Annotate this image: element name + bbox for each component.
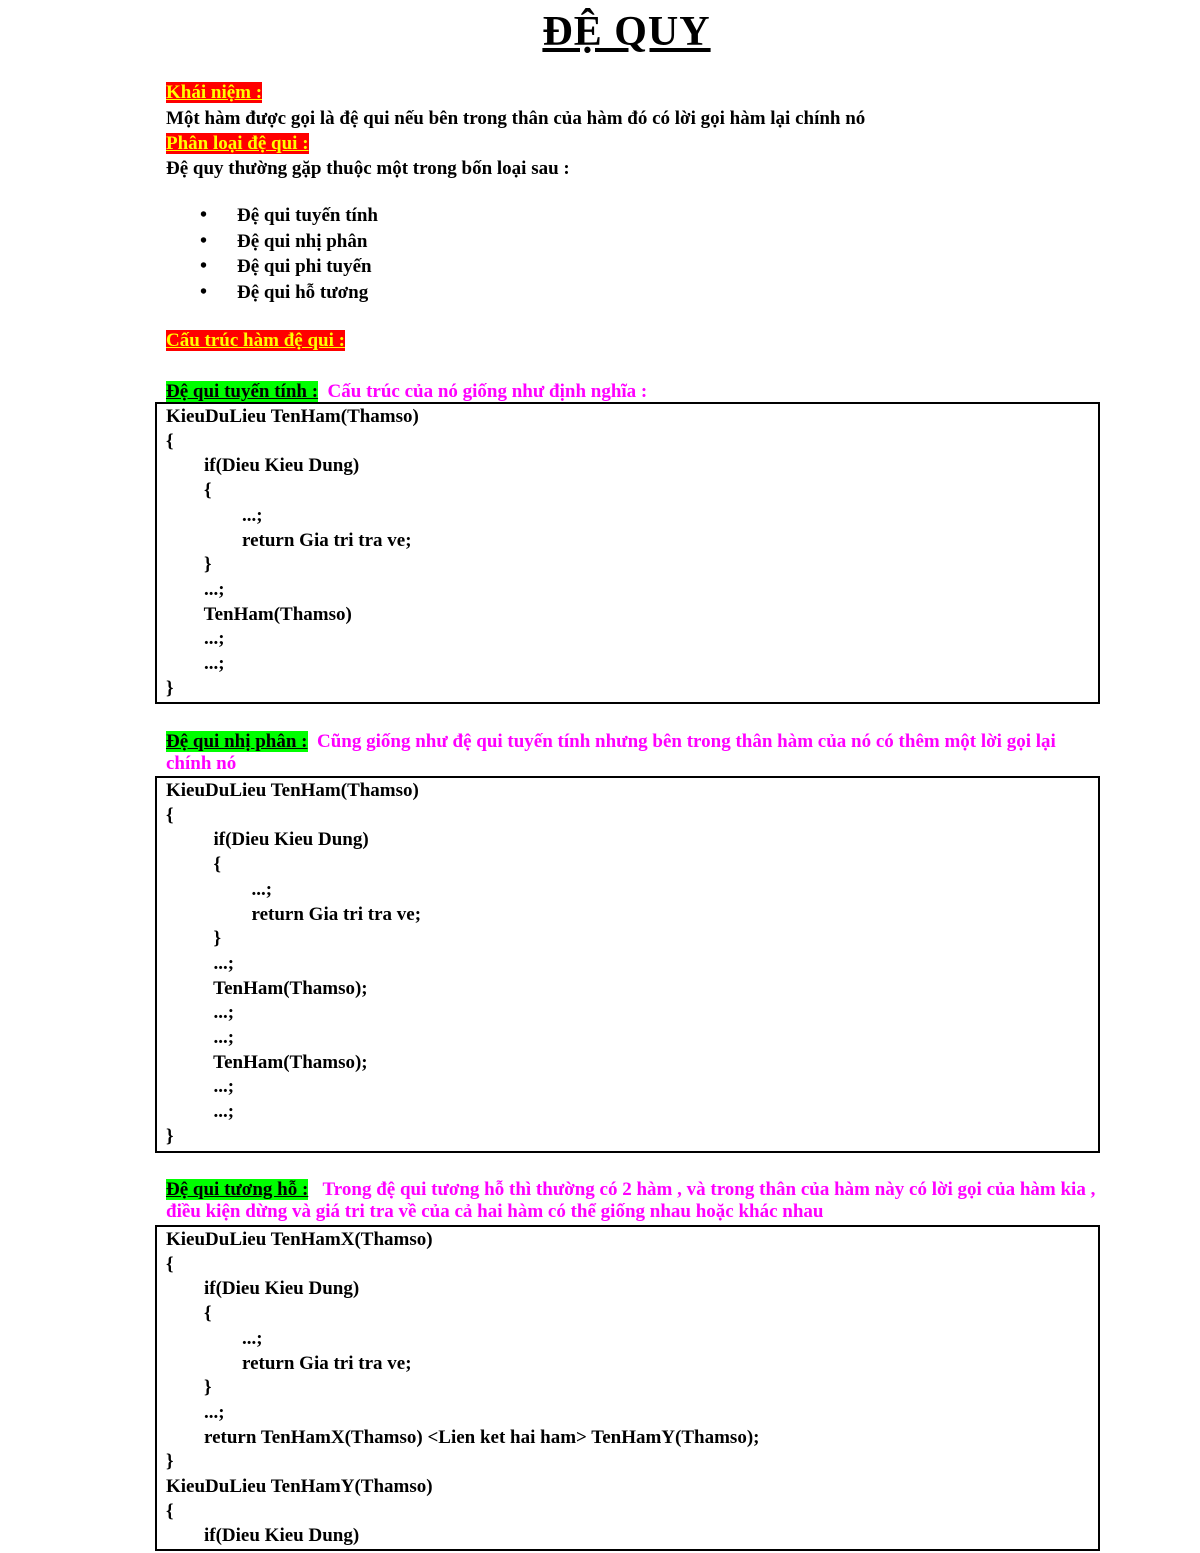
binary-code: KieuDuLieu TenHam(Thamso) { if(Dieu Kieu Dung) { ...; return Gia tri tra ve; } ...; TenHam(Thamso); ...; ...; TenHam(Thamso); ...; ...; } xyxy=(166,780,422,1147)
list-item: • Đệ qui hỗ tương xyxy=(200,280,378,306)
classification-intro: Đệ quy thường gặp thuộc một trong bốn loại sau : xyxy=(166,158,570,179)
page-title: ĐỆ QUY xyxy=(542,9,711,55)
classification-heading: Phân loại đệ qui : xyxy=(166,133,309,154)
mutual-heading xyxy=(166,1179,1096,1223)
list-item: • Đệ qui phi tuyến xyxy=(200,254,378,280)
linear-heading-line xyxy=(166,379,647,404)
mutual-label: Đệ qui tương hỗ : xyxy=(166,1179,309,1200)
structure-heading: Cấu trúc hàm đệ qui : xyxy=(166,330,345,351)
concept-heading-line xyxy=(166,80,262,105)
concept-heading: Khái niệm : xyxy=(166,82,263,103)
linear-desc: Cấu trúc của nó giống như định nghĩa : xyxy=(327,381,648,402)
linear-label: Đệ qui tuyến tính : xyxy=(166,381,319,402)
mutual-code: KieuDuLieu TenHamX(Thamso) { if(Dieu Kieu Dung) { ...; return Gia tri tra ve; } ...; return TenHamX(Thamso) <Lien ket hai ham> TenHamY(Thamso); } KieuDuLieu TenHamY(Thamso) { if(Dieu Kieu Dung) xyxy=(166,1229,760,1547)
list-item: • Đệ qui tuyến tính xyxy=(200,203,378,229)
recursion-types-list xyxy=(200,203,378,305)
binary-desc: Cũng giống như đệ qui tuyến tính nhưng bên trong thân hàm của nó có thêm một lời gọi lại chính nó xyxy=(166,731,1056,774)
binary-heading xyxy=(166,731,1096,775)
binary-label: Đệ qui nhị phân : xyxy=(166,731,308,752)
mutual-desc: Trong đệ qui tương hỗ thì thường có 2 hàm , và trong thân của hàm này có lời gọi của hàm kia , điều kiện dừng và giá tri tra về của cả hai hàm có thể giống nhau hoặc khác nhau xyxy=(166,1179,1096,1222)
list-item: • Đệ qui nhị phân xyxy=(200,229,378,255)
concept-text: Một hàm được gọi là đệ qui nếu bên trong thân của hàm đó có lời gọi hàm lại chính nó xyxy=(166,108,866,129)
structure-heading-line xyxy=(166,328,345,353)
linear-code: KieuDuLieu TenHam(Thamso) { if(Dieu Kieu Dung) { ...; return Gia tri tra ve; } ...; TenHam(Thamso) ...; ...; } xyxy=(166,406,419,699)
classification-heading-line xyxy=(166,131,309,156)
